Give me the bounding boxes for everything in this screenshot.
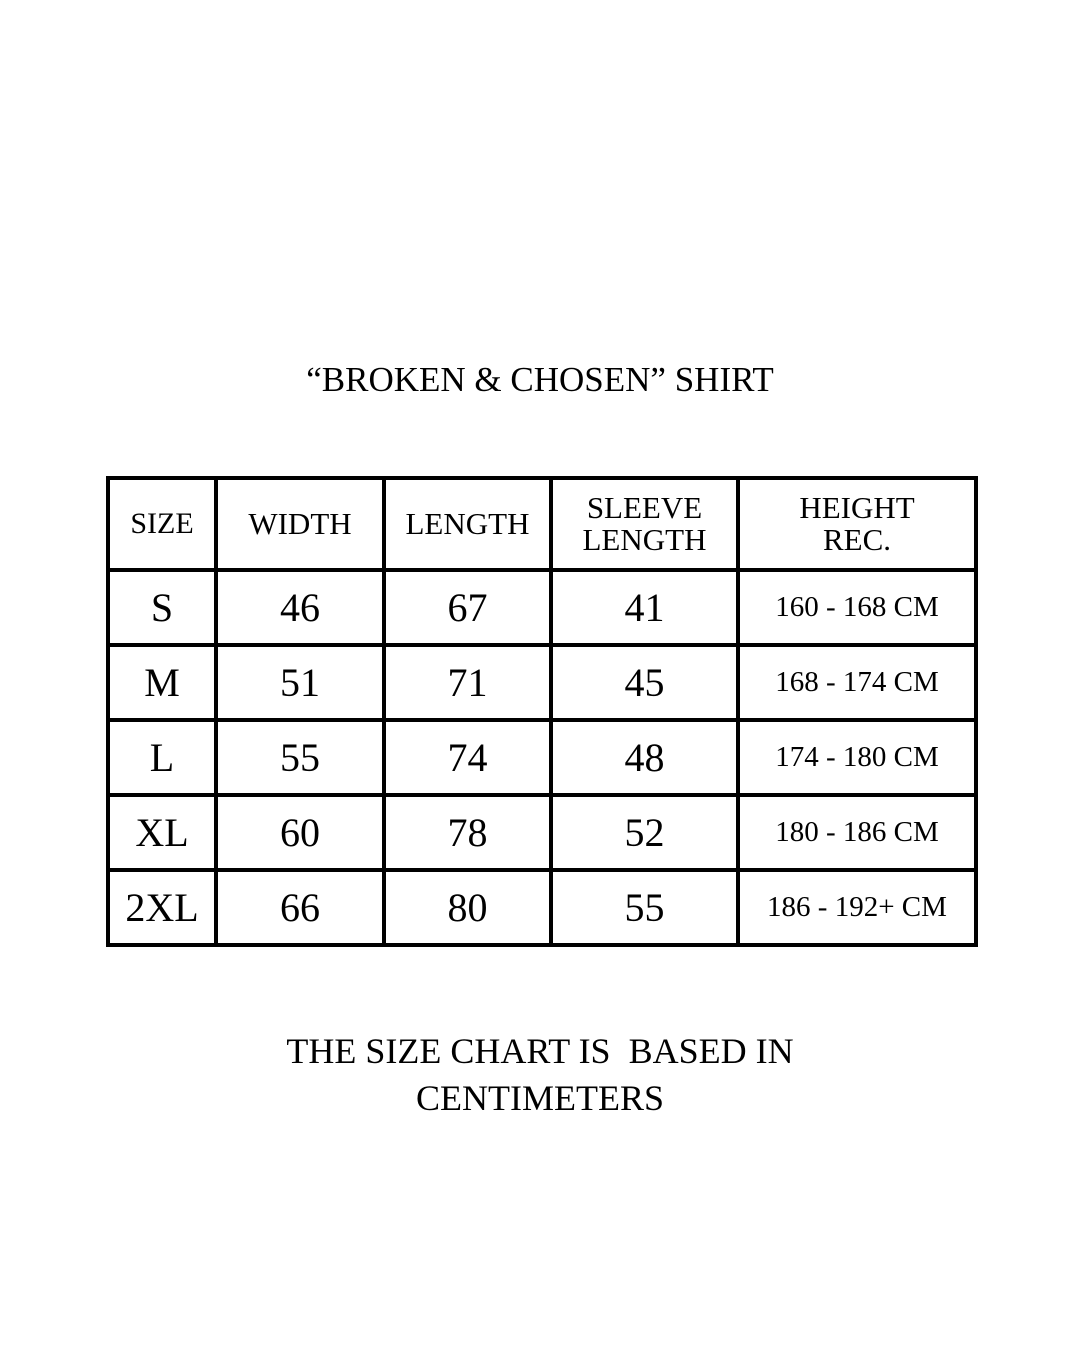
- cell-width: 46: [216, 570, 384, 645]
- header-length: LENGTH: [384, 478, 551, 570]
- cell-sleeve: 41: [551, 570, 738, 645]
- table-header-row: [108, 478, 976, 570]
- header-height-line2: REC.: [822, 522, 892, 557]
- header-sleeve-line2: LENGTH: [582, 522, 707, 557]
- cell-size: S: [108, 570, 216, 645]
- note-line1: THE SIZE CHART IS BASED IN: [286, 1031, 794, 1071]
- header-sleeve-line1: SLEEVE: [586, 490, 703, 525]
- size-chart-table: [106, 476, 978, 947]
- table-row: [108, 570, 976, 645]
- header-sleeve-length: [551, 478, 738, 570]
- table-row: [108, 870, 976, 945]
- header-height-line1: HEIGHT: [799, 490, 915, 525]
- cell-height: 180 - 186 CM: [738, 795, 976, 870]
- cell-length: 67: [384, 570, 551, 645]
- cell-sleeve: 48: [551, 720, 738, 795]
- cell-size: 2XL: [108, 870, 216, 945]
- cell-width: 66: [216, 870, 384, 945]
- cell-width: 55: [216, 720, 384, 795]
- cell-length: 74: [384, 720, 551, 795]
- header-height-rec: [738, 478, 976, 570]
- cell-height: 168 - 174 CM: [738, 645, 976, 720]
- table-row: [108, 795, 976, 870]
- header-width: WIDTH: [216, 478, 384, 570]
- note-line2: CENTIMETERS: [416, 1078, 664, 1118]
- cell-length: 78: [384, 795, 551, 870]
- cell-height: 174 - 180 CM: [738, 720, 976, 795]
- cell-length: 80: [384, 870, 551, 945]
- table-row: [108, 645, 976, 720]
- cell-size: L: [108, 720, 216, 795]
- page-title: “BROKEN & CHOSEN” SHIRT: [306, 360, 774, 399]
- size-chart-note: [0, 1028, 1080, 1122]
- cell-height: 160 - 168 CM: [738, 570, 976, 645]
- cell-sleeve: 55: [551, 870, 738, 945]
- cell-height: 186 - 192+ CM: [738, 870, 976, 945]
- table-row: [108, 720, 976, 795]
- cell-sleeve: 52: [551, 795, 738, 870]
- header-size: SIZE: [108, 478, 216, 570]
- cell-size: XL: [108, 795, 216, 870]
- cell-sleeve: 45: [551, 645, 738, 720]
- cell-size: M: [108, 645, 216, 720]
- cell-length: 71: [384, 645, 551, 720]
- cell-width: 60: [216, 795, 384, 870]
- cell-width: 51: [216, 645, 384, 720]
